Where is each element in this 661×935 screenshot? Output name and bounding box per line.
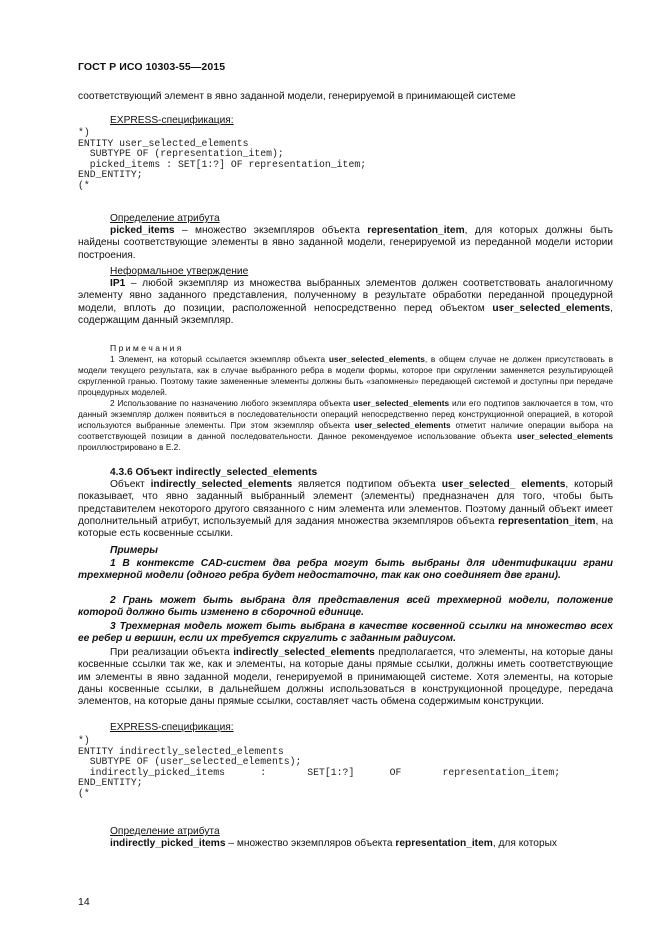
express-spec-label-1: EXPRESS-спецификация:: [110, 115, 234, 126]
attr-def-paragraph-1: picked_items – множество экземпляров объекта representation_item, для которых должны быть найдены соответствующие элементы в явно заданной модели, генерируемой из переданной модели истории построения.: [78, 225, 613, 261]
notes-heading: П р и м е ч а н и я: [110, 343, 182, 353]
attr-ref: representation_item: [367, 225, 465, 236]
note-1: 1 Элемент, на который ссылается экземпляр объекта user_selected_elements, в общем случае не должен присутствовать в модели текущего результата, как в случае выбранного ребра в модели формы, которое при скруглении заменяется результирующей скругленной гранью. Поэтому такие замененные элементы должны быть «запомнены» передающей системой и доступны при передаче процедурных моделей.: [78, 354, 613, 397]
attr-def-heading-1: Определение атрибута: [110, 213, 220, 224]
express-code-1: *) ENTITY user_selected_elements SUBTYPE OF (representation_item); picked_items : SET[1:?] OF representation_item; END_ENTITY; (*: [78, 127, 367, 191]
section-paragraph-1: Объект indirectly_selected_elements является подтипом объекта user_selected_ elements, который показывает, что явно заданный выбранный элемент (элементы) предназначен для того, чтобы быть представителем некоторого другого связанного с ним элемента или элементов. Поэтому данный объект имеет дополнительный атрибут, используемый для задания множества экземпляров объекта representation_item, на которые есть косвенные ссылки.: [78, 479, 614, 540]
page-header: ГОСТ Р ИСО 10303-55—2015: [78, 61, 226, 73]
attr-def-paragraph-2: indirectly_picked_items – множество экземпляров объекта representation_item, для которых: [110, 838, 558, 849]
example-1: 1 В контексте CAD-систем два ребра могут быть выбраны для идентификации грани трехмерной модели (одного ребра будет недостаточно, так как оно соединяет две грани).: [78, 558, 613, 582]
express-spec-label-2: EXPRESS-спецификация:: [110, 722, 234, 733]
informal-paragraph: IP1 – любой экземпляр из множества выбранных элементов должен соответствовать аналогичному элементу явно заданного представления, полученному в результате обработки переданной процедурной модели, вплоть до позиции, расположенной непосредственно перед объектом user_selected_elements, содержащим данный экземпляр.: [78, 278, 613, 326]
attr-def-heading-2: Определение атрибута: [110, 826, 220, 837]
express-code-2: *) ENTITY indirectly_selected_elements SUBTYPE OF (user_selected_elements); indirectly_picked_items : SET[1:?] OF representation_item; END_ENTITY; (*: [78, 735, 561, 799]
examples-heading: Примеры: [110, 545, 158, 556]
page-number: 14: [78, 896, 90, 908]
informal-term: IP1: [110, 278, 126, 289]
note-2: 2 Использование по назначению любого экземпляра объекта user_selected_elements или его подтипов заключается в том, что данный экземпляр должен появиться в последовательности операций непосредственно перед конструкционной операцией, в которой используются выбранные элементы. При этом экземпляр объекта user_selected_elements отметит наличие операции выбора на соответствующей позиции в данной последовательности. Данное рекомендуемое использование объекта user_selected_elements проиллюстрировано в Е.2.: [78, 398, 613, 452]
attr-term: picked_items: [110, 225, 175, 236]
section-title: 4.3.6 Объект indirectly_selected_elements: [110, 467, 318, 478]
example-3: 3 Трехмерная модель может быть выбрана в качестве косвенной ссылки на множество всех ее ребер и вершин, если их требуется скруглить с заданным радиусом.: [78, 621, 613, 645]
section-paragraph-2: При реализации объекта indirectly_selected_elements предполагается, что элементы, на которые даны косвенные ссылки так же, как и элементы, на которые даны прямые ссылки, должны иметь соответствующие им элементы в явно заданной модели, генерируемой в принимающей системе. Хотя элементы, на которые даны косвенные ссылки, в дальнейшем должны использоваться в конструкционной процедуре, передача элементов, на которые даны прямые ссылки, составляет часть обмена содержимым конструкции.: [78, 647, 613, 708]
informal-heading: Неформальное утверждение: [110, 266, 249, 277]
informal-ref: user_selected_elements: [492, 302, 611, 314]
intro-line: соответствующий элемент в явно заданной модели, генерируемой в принимающей системе: [78, 91, 516, 102]
example-2: 2 Грань может быть выбрана для представления всей трехмерной модели, положение которой должно быть изменено в сборочной единице.: [78, 595, 613, 619]
